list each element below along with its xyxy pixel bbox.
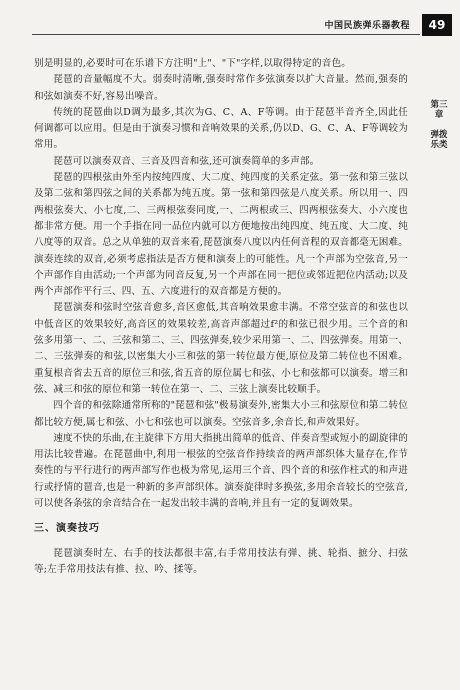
paragraph: 琵琶演奏和弦时空弦音愈多,音区愈低,其音响效果愈丰满。不常空弦音的和弦也以中低音区的效果较好,高音区的效果较差,高音声部超过f²的和弦已很少用。三个音的和弦多用第一、二、三弦和第二、三、四弦弹奏,较少采用第一、二、四弦弹奏。用第一、二、三弦弹奏的和弦,以密集大小三和弦的第一转位最方便,原位及第二转位也不困难。重复根音省去五音的原位三和弦,省五音的原位属七和弦、小七和弦都可以演奏。增三和弦、减三和弦的原位和第一转位在第一、二、三弦上演奏比较顺手。 [34, 302, 408, 395]
paragraph: 别是明显的,必要时可在乐谱下方注明"上"、"下"字样,以取得特定的音色。 [34, 58, 351, 69]
paragraph: 四个音的和弦除通常所称的"琵琶和弦"极易演奏外,密集大小三和弦原位和第二转位都比较方便,属七和弦、小七和弦也可以演奏。空弦音多,余音长,和声效果好。 [34, 400, 408, 428]
chapter-side-tab [428, 100, 450, 160]
page-number: 49 [422, 14, 452, 36]
paragraph: 琵琶的音量幅度不大。弱奏时清晰,强奏时常作多弦演奏以扩大音量。然而,强奏的和弦如演奏不好,容易出噪音。 [34, 74, 408, 102]
paragraph: 传统的琵琶曲以D调为最多,其次为G、C、A、F等调。由于琵琶半音齐全,因此任何调都可以应用。但是由于演奏习惯和音响效果的关系,仍以D、G、C、A、F等调较为常用。 [34, 106, 408, 151]
section-label: 弹拨乐类 [430, 130, 448, 150]
paragraph: 琵琶的四根弦由外至内按纯四度、大二度、纯四度的关系定弦。第一弦和第三弦以及第二弦和第四弦之间的关系都为纯五度。第一弦和第四弦是八度关系。所以用一、四两根弦奏大、小七度,二、三两根弦奏同度,一、二两根或三、四两根弦奏大、小六度也都非常方便。用一个手指在同一品位内就可以方便地按出纯四度、纯五度、大二度、纯八度等的双音。总之从单独的双音来看,琵琶演奏八度以内任何音程的双音都毫无困难。演奏连续的双音,必须考虑指法是否方便和演奏上的可能性。凡一个声部为空弦音,另一个声部作自由活动;一个声部为同音反复,另一个声部在同一把位或邻近把位内活动;以及两个声部作平行三、四、五、六度进行的双音都是方便的。 [34, 172, 408, 298]
paragraph: 琵琶演奏时左、右手的技法都很丰富,右手常用技法有弹、挑、轮指、摭分、扫弦等;左手常用技法有推、拉、吟、揉等。 [34, 547, 408, 575]
book-title: 中国民族弹乐器教程 [324, 21, 410, 31]
section-heading: 三、演奏技巧 [34, 523, 100, 535]
chapter-label: 第三章 [430, 100, 448, 120]
paragraph: 琵琶可以演奏双音、三音及四音和弦,还可演奏简单的多声部。 [53, 155, 320, 167]
paragraph: 速度不快的乐曲,在主旋律下方用大指挑出简单的低音、伴奏音型或短小的副旋律的用法比较普遍。在琵琶曲中,利用一根弦的空弦音作持续音的两声部织体大量存在,作节奏性的与平行进行的两声部写作也极为常见,运用三个音、四个音的和弦作柱式的和声进行或抒情的琶音,也是一种新的多声部织体。演奏旋律时多换弦,多用余音较长的空弦音,可以使各条弦的余音结合在一起发出较丰满的音响,并且有一定的复调效果。 [34, 432, 408, 510]
header-rule [32, 34, 420, 35]
body-text [34, 56, 408, 578]
